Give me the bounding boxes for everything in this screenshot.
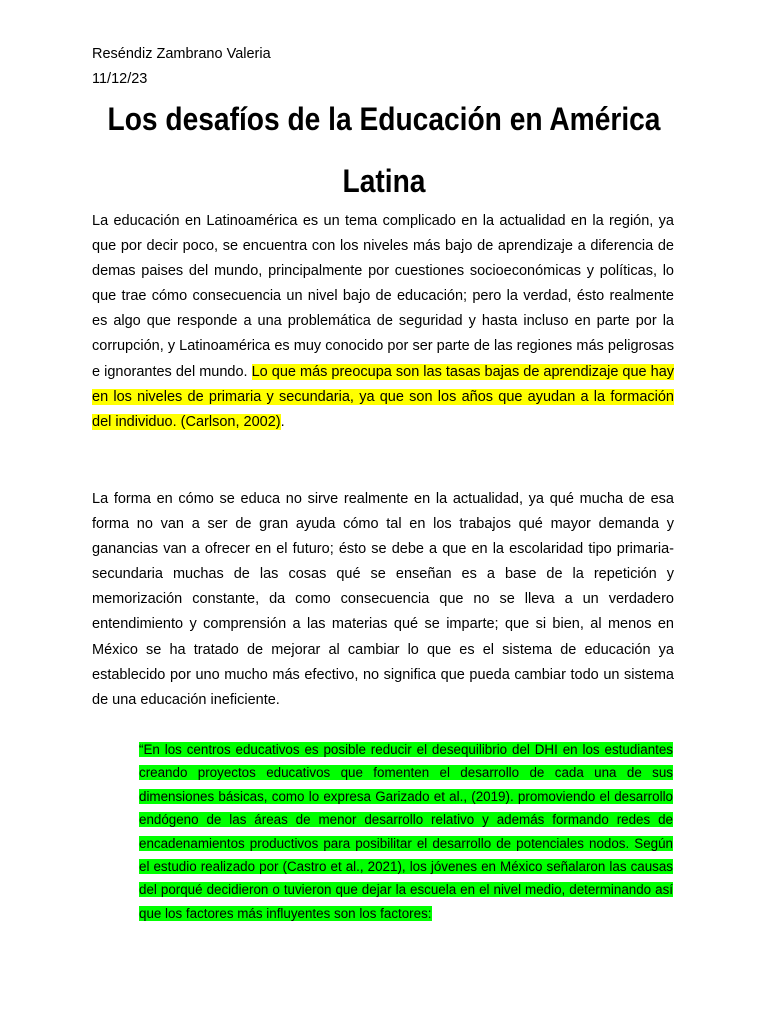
paragraph-1: [92, 209, 674, 435]
document-header: [92, 42, 271, 92]
author-name: Reséndiz Zambrano Valeria: [92, 46, 271, 62]
paragraph-2: La forma en cómo se educa no sirve realmente en la actualidad, ya qué mucha de esa forma no van a ser de gran ayuda cómo tal en los trabajos qué mayor demanda y ganancias van a ofrecer en el futuro; ésto se debe a que en la escolaridad tipo primaria-secundaria muchas de las cosas qué se enseñan es a base de la repetición y memorización constante, da como consecuencia que no se lleva a un verdadero entendimiento y comprensión a las materias qué se imparte; que si bien, al menos en México se ha tratado de mejorar al cambiar lo que es el sistema de educación ya establecido por uno mucho más efectivo, no significa que pueda cambiar todo un sistema de una educación ineficiente.: [92, 491, 674, 708]
quote-text: “En los centros educativos es posible reducir el desequilibrio del DHI en los estudiantes creando proyectos educativos que fomenten el desarrollo de cada una de sus dimensiones básicas, como lo expresa Garizado et al., (2019). promoviendo el desarrollo endógeno de las áreas de menor desarrollo relativo y además formando redes de encadenamientos productivos para posibilitar el desarrollo de potenciales nodos. Según el estudio realizado por (Castro et al., 2021), los jóvenes en México señalaron las causas del porqué decidieron o tuvieron que dejar la escuela en el nivel medio, determinando así que los factores más influyentes son los factores:: [139, 742, 673, 921]
document-title: Los desafíos de la Educación en América Latina: [107, 101, 661, 199]
paragraph-1-end: .: [280, 413, 285, 430]
block-quote: [139, 738, 673, 925]
paragraph-1-text: La educación en Latinoamérica es un tema complicado en la actualidad en la región, ya que por decir poco, se encuentra con los niveles más bajo de aprendizaje a diferencia de demas paises del mundo, principalmente por cuestiones socioeconómicas y políticas, lo que trae cómo consecuencia un nivel bajo de educación; pero la verdad, ésto realmente es algo que responde a una problemática de seguridad y hasta incluso en parte por la corrupción, y Latinoamérica es muy conocido por ser parte de las regiones más peligrosas e ignorantes del mundo.: [92, 213, 674, 380]
highlighted-passage: Lo que más preocupa son las tasas bajas de aprendizaje que hay en los niveles de primaria y secundaria, ya que son los años que ayudan a la formación del individuo. (Carlson, 2002): [92, 363, 675, 430]
document-date: 11/12/23: [92, 71, 148, 87]
